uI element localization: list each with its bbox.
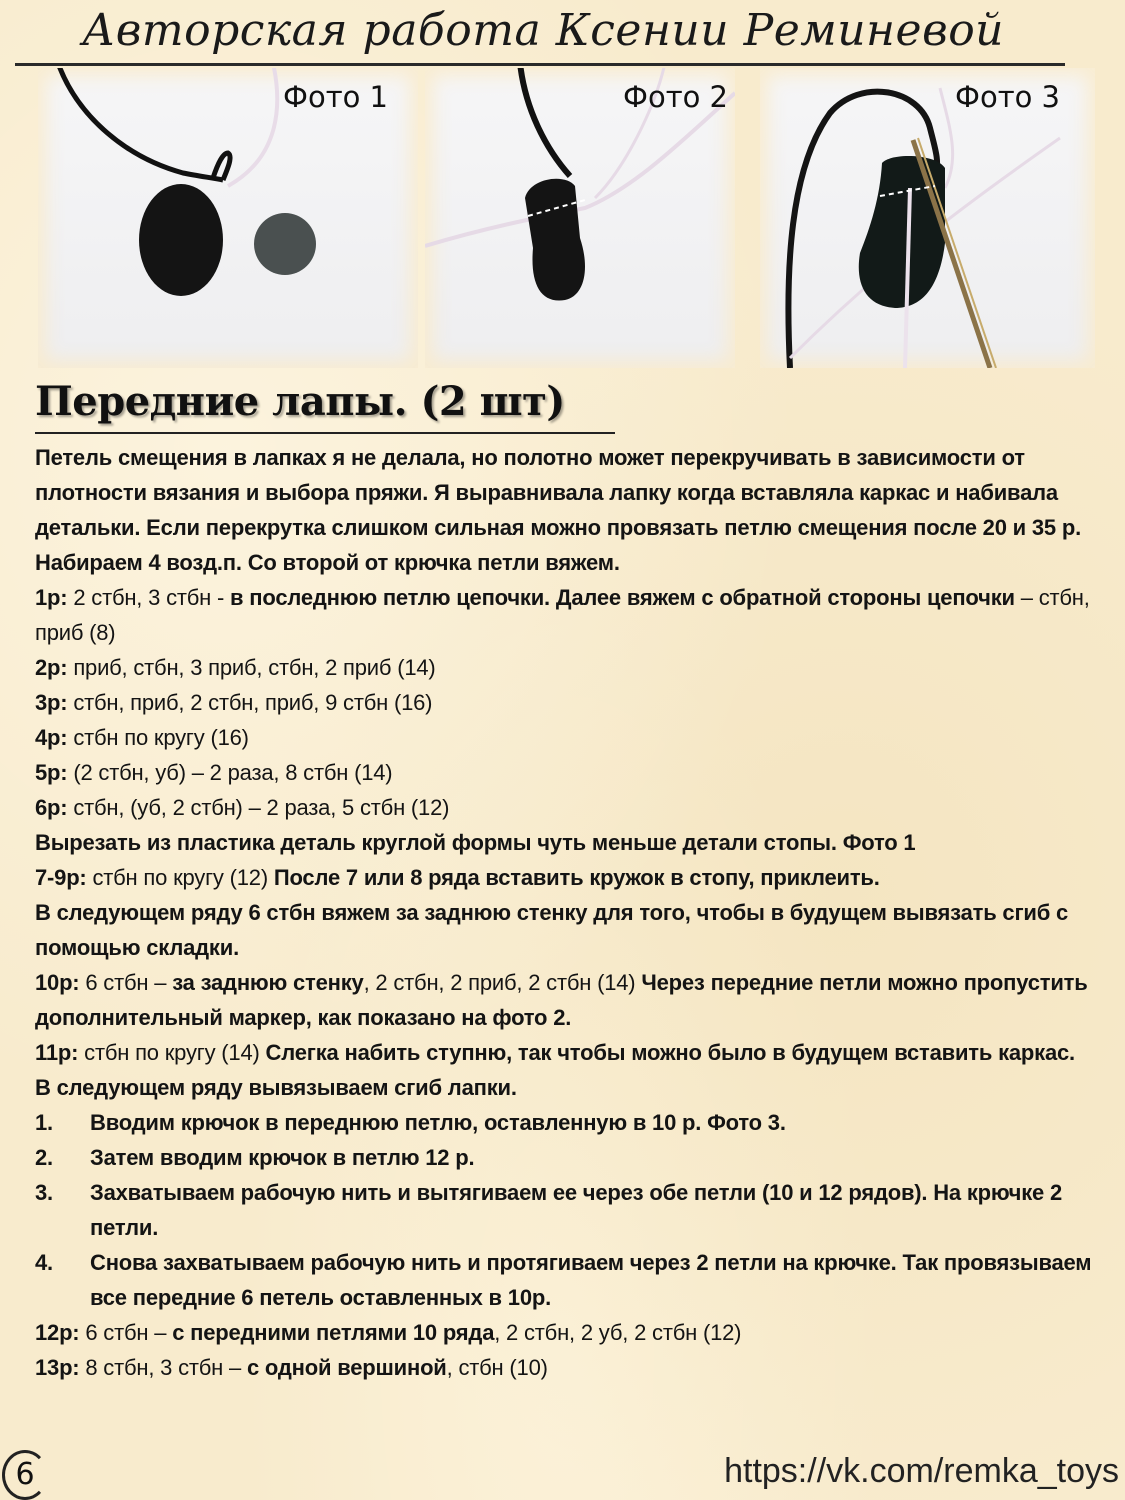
row-text: стбн по кругу (12) xyxy=(86,865,274,890)
row-text: стбн, (уб, 2 стбн) – 2 раза, 5 стбн (12) xyxy=(67,795,450,820)
row-emphasis: Через передние петли можно пропустить дополнительный маркер, как показано на фото 2. xyxy=(35,970,1088,1030)
row-1 xyxy=(35,580,1105,650)
row-emphasis: Слегка набить ступню, так чтобы можно было в будущем вставить каркас. xyxy=(265,1040,1075,1065)
row-text: приб, стбн, 3 приб, стбн, 2 приб (14) xyxy=(67,655,436,680)
photo-3-label: Фото 3 xyxy=(955,80,1061,114)
photo-2-label: Фото 2 xyxy=(623,80,729,114)
step-item xyxy=(35,1245,1105,1315)
step-number: 4. xyxy=(35,1250,53,1275)
section-title-underline xyxy=(35,432,615,434)
section-title: Передние лапы. (2 шт) xyxy=(35,378,565,425)
cast-on-instruction: Набираем 4 возд.п. Со второй от крючка петли вяжем. xyxy=(35,550,620,575)
row-text: – стбн, приб (8) xyxy=(35,585,1090,645)
row-2 xyxy=(35,650,1105,685)
vk-profile-link[interactable]: https://vk.com/remka_toys xyxy=(724,1452,1119,1490)
row-label: 3р: xyxy=(35,690,68,715)
row-3 xyxy=(35,685,1105,720)
header-divider xyxy=(15,63,1065,66)
row-11 xyxy=(35,1035,1105,1070)
fold-note: В следующем ряду вывязываем сгиб лапки. xyxy=(35,1075,517,1100)
photo-3 xyxy=(760,68,1095,368)
step-text: Захватываем рабочую нить и вытягиваем ее через обе петли (10 и 12 рядов). На крючке 2 петли. xyxy=(90,1180,1063,1240)
row-label: 13р: xyxy=(35,1355,80,1380)
row-label: 11р: xyxy=(35,1040,79,1065)
cut-plastic-note: Вырезать из пластика деталь круглой формы чуть меньше детали стопы. Фото 1 xyxy=(35,830,916,855)
row-emphasis: После 7 или 8 ряда вставить кружок в стопу, приклеить. xyxy=(273,865,880,890)
row-5 xyxy=(35,755,1105,790)
row-text: , стбн (10) xyxy=(446,1355,548,1380)
photo-1-label: Фото 1 xyxy=(283,80,389,114)
row-label: 12р: xyxy=(35,1320,80,1345)
row-12 xyxy=(35,1315,1105,1350)
intro-paragraph: Петель смещения в лапках я не делала, но полотно может перекручивать в зависимости от плотности вязания и выбора пряжи. Я выравнивала лапку когда вставляла каркас и набивала детальки. Если перекрутка слишком сильная можно провязать петлю смещения после 20 и 35 р. xyxy=(35,445,1082,540)
step-number: 2. xyxy=(35,1145,53,1170)
row-text: , 2 стбн, 2 приб, 2 стбн (14) xyxy=(363,970,642,995)
step-number: 3. xyxy=(35,1180,53,1205)
row-label: 5р: xyxy=(35,760,68,785)
author-header-title: Авторская работа Ксении Реминевой xyxy=(81,5,1005,56)
step-item xyxy=(35,1175,1105,1245)
row-text: 6 стбн – xyxy=(79,970,173,995)
row-6 xyxy=(35,790,1105,825)
row-emphasis: с передними петлями 10 ряда xyxy=(172,1320,495,1345)
row-label: 6р: xyxy=(35,795,68,820)
step-number: 1. xyxy=(35,1110,53,1135)
row-13 xyxy=(35,1350,1105,1385)
photo-2 xyxy=(425,68,735,368)
row-label: 10р: xyxy=(35,970,80,995)
page-number: 6 xyxy=(2,1450,48,1500)
step-text: Снова захватываем рабочую нить и протягиваем через 2 петли на крючке. Так провязываем все передние 6 петель оставленных в 10р. xyxy=(90,1250,1092,1310)
row-emphasis: в последнюю петлю цепочки. Далее вяжем с обратной стороны цепочки xyxy=(230,585,1015,610)
row-label: 1р: xyxy=(35,585,68,610)
row-text: (2 стбн, уб) – 2 раза, 8 стбн (14) xyxy=(67,760,393,785)
row-emphasis: с одной вершиной xyxy=(246,1355,447,1380)
row-label: 7-9р: xyxy=(35,865,87,890)
photo-1 xyxy=(38,68,418,368)
row-label: 2р: xyxy=(35,655,68,680)
row-text: 8 стбн, 3 стбн – xyxy=(79,1355,247,1380)
row-emphasis: за заднюю стенку xyxy=(172,970,364,995)
pattern-instructions xyxy=(35,440,1105,1385)
row-label: 4р: xyxy=(35,725,68,750)
row-text: , 2 стбн, 2 уб, 2 стбн (12) xyxy=(494,1320,742,1345)
row-text: 6 стбн – xyxy=(79,1320,173,1345)
row-10 xyxy=(35,965,1105,1035)
step-text: Затем вводим крючок в петлю 12 р. xyxy=(90,1145,475,1170)
row-text: 2 стбн, 3 стбн - xyxy=(67,585,231,610)
step-item xyxy=(35,1140,1105,1175)
row-4 xyxy=(35,720,1105,755)
back-loop-note: В следующем ряду 6 стбн вяжем за заднюю стенку для того, чтобы в будущем вывязать сгиб с помощью складки. xyxy=(35,900,1069,960)
row-7-9 xyxy=(35,860,1105,895)
row-text: стбн, приб, 2 стбн, приб, 9 стбн (16) xyxy=(67,690,433,715)
step-text: Вводим крючок в переднюю петлю, оставленную в 10 р. Фото 3. xyxy=(90,1110,786,1135)
step-item xyxy=(35,1105,1105,1140)
row-text: стбн по кругу (14) xyxy=(78,1040,266,1065)
row-text: стбн по кругу (16) xyxy=(67,725,249,750)
